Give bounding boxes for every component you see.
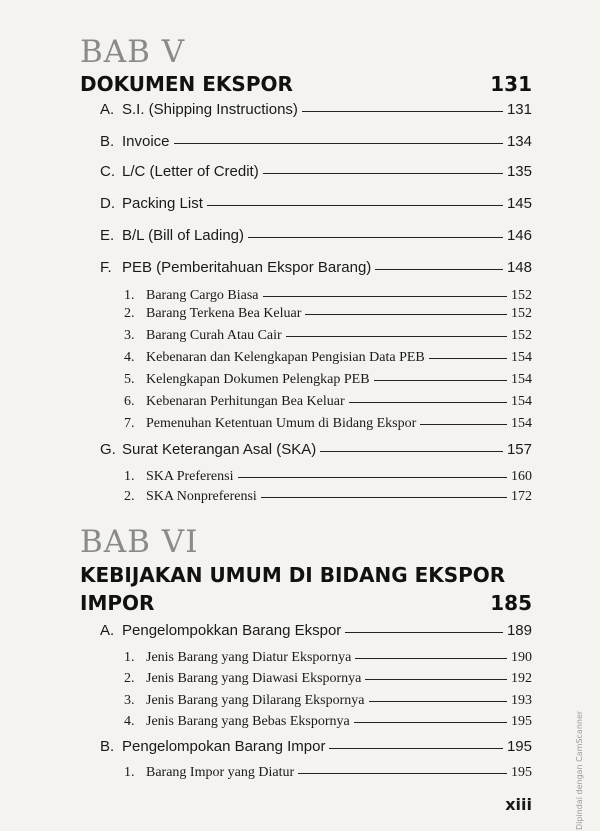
entry-letter: B. xyxy=(100,738,115,755)
subentry-page: 190 xyxy=(511,650,532,665)
leader-line xyxy=(248,237,503,238)
toc-subentry[interactable] xyxy=(124,469,532,485)
subentry-page: 154 xyxy=(511,416,532,431)
watermark-text: Dipindai dengan CamScanner xyxy=(575,710,584,830)
chapter-number: BAB V xyxy=(80,34,186,70)
chapter-title-text: KEBIJAKAN UMUM DI BIDANG EKSPOR xyxy=(80,563,506,587)
subentry-title: Kebenaran Perhitungan Bea Keluar xyxy=(146,394,345,409)
subentry-number: 1. xyxy=(124,650,135,665)
leader-line xyxy=(207,205,503,206)
toc-subentry[interactable] xyxy=(124,328,532,344)
toc-entry[interactable] xyxy=(100,163,532,180)
leader-line xyxy=(375,269,503,270)
entry-title: S.I. (Shipping Instructions) xyxy=(122,101,298,118)
toc-entry[interactable] xyxy=(100,101,532,118)
toc-entry[interactable] xyxy=(100,195,532,212)
footer-page-number: xiii xyxy=(505,795,532,814)
leader-line xyxy=(261,497,507,498)
subentry-title: Barang Curah Atau Cair xyxy=(146,328,282,343)
leader-line xyxy=(263,173,503,174)
entry-page: 189 xyxy=(506,622,532,639)
subentry-title: Jenis Barang yang Diawasi Ekspornya xyxy=(146,671,362,686)
entry-page: 131 xyxy=(506,101,532,118)
subentry-title: Barang Terkena Bea Keluar xyxy=(146,306,302,321)
entry-page: 134 xyxy=(506,133,532,150)
entry-page: 145 xyxy=(506,195,532,212)
subentry-page: 193 xyxy=(511,693,532,708)
toc-subentry[interactable] xyxy=(124,765,532,781)
leader-line xyxy=(345,632,503,633)
chapter-page-number: 185 xyxy=(490,591,532,615)
entry-letter: C. xyxy=(100,163,115,180)
toc-subentry[interactable] xyxy=(124,350,532,366)
subentry-page: 160 xyxy=(511,469,532,484)
leader-line xyxy=(374,380,507,381)
entry-title: L/C (Letter of Credit) xyxy=(122,163,259,180)
leader-line xyxy=(329,748,503,749)
subentry-number: 5. xyxy=(124,372,135,387)
entry-page: 195 xyxy=(506,738,532,755)
subentry-page: 154 xyxy=(511,372,532,387)
leader-line xyxy=(369,701,508,702)
toc-entry[interactable] xyxy=(100,441,532,458)
leader-line xyxy=(355,658,507,659)
entry-letter: F. xyxy=(100,259,112,276)
subentry-title: Jenis Barang yang Diatur Ekspornya xyxy=(146,650,352,665)
subentry-number: 3. xyxy=(124,328,135,343)
subentry-title: Barang Impor yang Diatur xyxy=(146,765,295,780)
toc-entry[interactable] xyxy=(100,133,532,150)
leader-line xyxy=(298,773,507,774)
leader-line xyxy=(286,336,507,337)
toc-entry[interactable] xyxy=(100,622,532,639)
chapter-title-text: DOKUMEN EKSPOR xyxy=(80,72,293,96)
toc-entry[interactable] xyxy=(100,738,532,755)
subentry-number: 2. xyxy=(124,306,135,321)
toc-subentry[interactable] xyxy=(124,394,532,410)
subentry-number: 4. xyxy=(124,350,135,365)
subentry-page: 192 xyxy=(511,671,532,686)
subentry-page: 152 xyxy=(511,288,532,303)
scanner-watermark xyxy=(575,690,589,830)
toc-subentry[interactable] xyxy=(124,288,532,304)
toc-subentry[interactable] xyxy=(124,416,532,432)
entry-page: 146 xyxy=(506,227,532,244)
subentry-page: 152 xyxy=(511,306,532,321)
toc-entry[interactable] xyxy=(100,227,532,244)
subentry-page: 152 xyxy=(511,328,532,343)
subentry-number: 2. xyxy=(124,671,135,686)
entry-title: Packing List xyxy=(122,195,203,212)
chapter-title xyxy=(80,72,532,96)
entry-letter: E. xyxy=(100,227,115,244)
subentry-page: 154 xyxy=(511,350,532,365)
leader-line xyxy=(302,111,503,112)
subentry-number: 2. xyxy=(124,489,135,504)
chapter-title xyxy=(80,563,532,587)
subentry-title: Kebenaran dan Kelengkapan Pengisian Data PEB xyxy=(146,350,425,365)
toc-subentry[interactable] xyxy=(124,714,532,730)
toc-subentry[interactable] xyxy=(124,372,532,388)
leader-line xyxy=(263,296,508,297)
subentry-title: Kelengkapan Dokumen Pelengkap PEB xyxy=(146,372,370,387)
subentry-number: 1. xyxy=(124,469,135,484)
entry-letter: A. xyxy=(100,622,115,639)
subentry-title: SKA Preferensi xyxy=(146,469,234,484)
subentry-number: 3. xyxy=(124,693,135,708)
entry-letter: G. xyxy=(100,441,116,458)
entry-letter: A. xyxy=(100,101,115,118)
subentry-number: 1. xyxy=(124,288,135,303)
chapter-title xyxy=(80,591,532,615)
subentry-title: Pemenuhan Ketentuan Umum di Bidang Ekspor xyxy=(146,416,417,431)
chapter-number: BAB VI xyxy=(80,524,199,560)
toc-subentry[interactable] xyxy=(124,671,532,687)
entry-title: Surat Keterangan Asal (SKA) xyxy=(122,441,317,458)
entry-title: Invoice xyxy=(122,133,170,150)
entry-page: 135 xyxy=(506,163,532,180)
entry-page: 148 xyxy=(506,259,532,276)
entry-letter: D. xyxy=(100,195,115,212)
leader-line xyxy=(305,314,507,315)
toc-entry[interactable] xyxy=(100,259,532,276)
entry-title: Pengelompokkan Barang Ekspor xyxy=(122,622,342,639)
toc-subentry[interactable] xyxy=(124,693,532,709)
subentry-number: 1. xyxy=(124,765,135,780)
toc-subentry[interactable] xyxy=(124,489,532,505)
entry-title: B/L (Bill of Lading) xyxy=(122,227,245,244)
subentry-page: 195 xyxy=(511,714,532,729)
entry-letter: B. xyxy=(100,133,115,150)
subentry-page: 154 xyxy=(511,394,532,409)
chapter-title-text: IMPOR xyxy=(80,591,155,615)
subentry-number: 7. xyxy=(124,416,135,431)
leader-line xyxy=(420,424,507,425)
entry-title: PEB (Pemberitahuan Ekspor Barang) xyxy=(122,259,372,276)
leader-line xyxy=(429,358,507,359)
entry-page: 157 xyxy=(506,441,532,458)
subentry-number: 6. xyxy=(124,394,135,409)
leader-line xyxy=(174,143,503,144)
subentry-title: Barang Cargo Biasa xyxy=(146,288,259,303)
subentry-title: Jenis Barang yang Bebas Ekspornya xyxy=(146,714,350,729)
subentry-title: Jenis Barang yang Dilarang Ekspornya xyxy=(146,693,365,708)
leader-line xyxy=(238,477,508,478)
entry-title: Pengelompokan Barang Impor xyxy=(122,738,326,755)
subentry-title: SKA Nonpreferensi xyxy=(146,489,257,504)
leader-line xyxy=(349,402,507,403)
leader-line xyxy=(365,679,507,680)
leader-line xyxy=(354,722,507,723)
subentry-page: 195 xyxy=(511,765,532,780)
leader-line xyxy=(320,451,503,452)
subentry-number: 4. xyxy=(124,714,135,729)
toc-subentry[interactable] xyxy=(124,306,532,322)
subentry-page: 172 xyxy=(511,489,532,504)
chapter-page-number: 131 xyxy=(490,72,532,96)
toc-subentry[interactable] xyxy=(124,650,532,666)
